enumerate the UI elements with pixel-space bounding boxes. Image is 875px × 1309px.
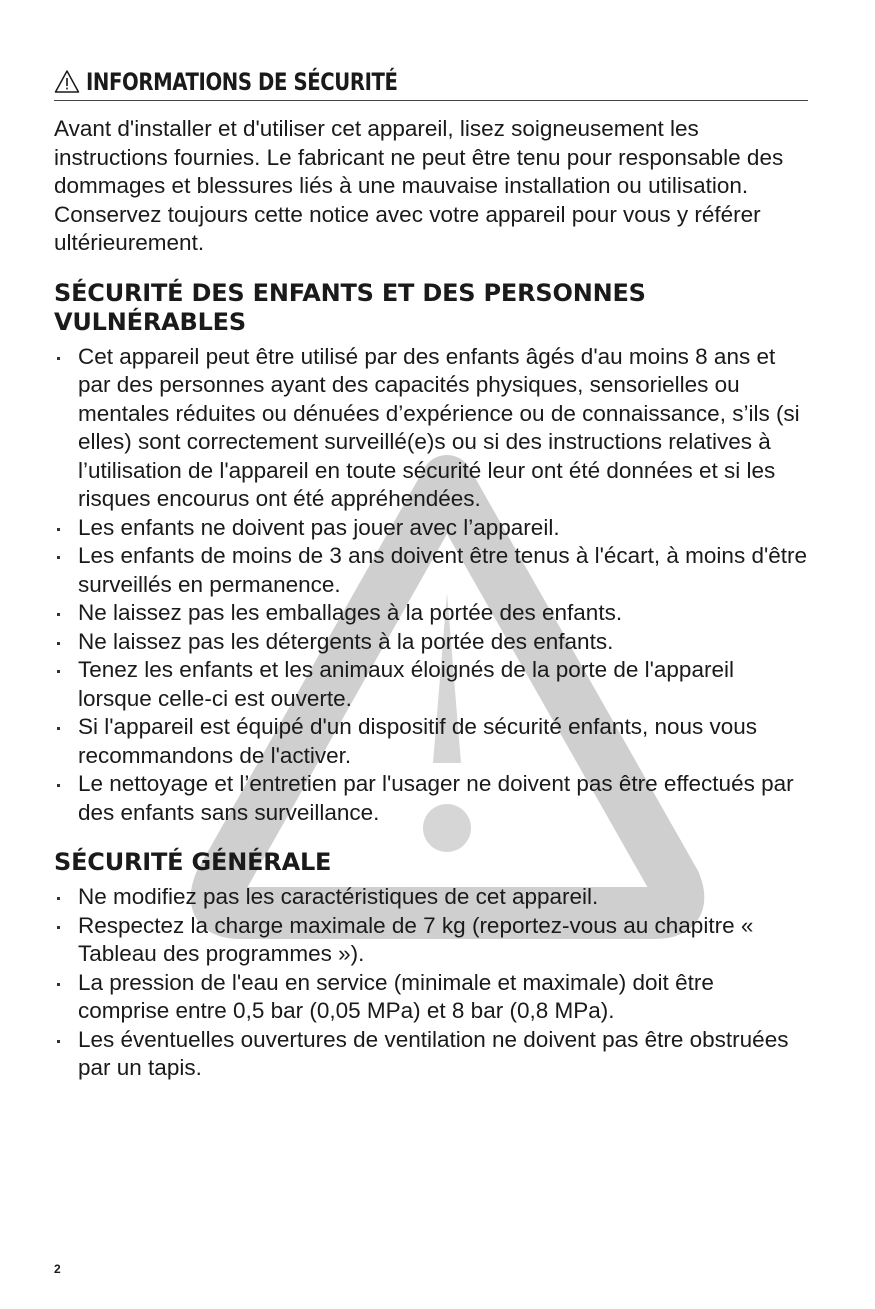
list-item: Ne laissez pas les emballages à la portée des enfants. xyxy=(54,599,810,628)
list-item: Cet appareil peut être utilisé par des enfants âgés d'au moins 8 ans et par des personnes ayant des capacités physiques, sensorielles ou mentales réduites ou dénuées d’expérience ou de connaissance, s’ils (si elles) sont correctement surveillé(e)s ou si des instructions relatives à l’utilisation de l'appareil en toute sécurité leur ont été données et si les risques encourus ont été appréhendées. xyxy=(54,343,810,514)
general-safety-list xyxy=(54,883,810,1083)
list-item: Les enfants de moins de 3 ans doivent être tenus à l'écart, à moins d'être surveillés en permanence. xyxy=(54,542,810,599)
list-item: Les éventuelles ouvertures de ventilation ne doivent pas être obstruées par un tapis. xyxy=(54,1026,810,1083)
page-number: 2 xyxy=(54,1262,61,1276)
warning-triangle-icon xyxy=(54,69,80,95)
children-safety-list xyxy=(54,343,810,828)
section-title-children: SÉCURITÉ DES ENFANTS ET DES PERSONNES VULNÉRABLES xyxy=(54,278,646,336)
list-item: Les enfants ne doivent pas jouer avec l’appareil. xyxy=(54,514,810,543)
list-item: Le nettoyage et l’entretien par l'usager ne doivent pas être effectués par des enfants sans surveillance. xyxy=(54,770,810,827)
page-title: INFORMATIONS DE SÉCURITÉ xyxy=(86,68,398,96)
intro-paragraph: Avant d'installer et d'utiliser cet appareil, lisez soigneusement les instructions fournies. Le fabricant ne peut être tenu pour responsable des dommages et blessures liés à une mauvaise installation ou utilisation. Conservez toujours cette notice avec votre appareil pour vous y référer ultérieurement. xyxy=(54,116,784,255)
list-item: Si l'appareil est équipé d'un dispositif de sécurité enfants, nous vous recommandons de l'activer. xyxy=(54,713,810,770)
list-item: Respectez la charge maximale de 7 kg (reportez-vous au chapitre « Tableau des programmes »). xyxy=(54,912,810,969)
list-item: Ne laissez pas les détergents à la portée des enfants. xyxy=(54,628,810,657)
list-item: La pression de l'eau en service (minimale et maximale) doit être comprise entre 0,5 bar (0,05 MPa) et 8 bar (0,8 MPa). xyxy=(54,969,810,1026)
list-item: Ne modifiez pas les caractéristiques de cet appareil. xyxy=(54,883,810,912)
section-header xyxy=(54,68,808,101)
list-item: Tenez les enfants et les animaux éloignés de la porte de l'appareil lorsque celle-ci est ouverte. xyxy=(54,656,810,713)
section-title-general: SÉCURITÉ GÉNÉRALE xyxy=(54,848,332,876)
document-page xyxy=(0,68,810,1083)
